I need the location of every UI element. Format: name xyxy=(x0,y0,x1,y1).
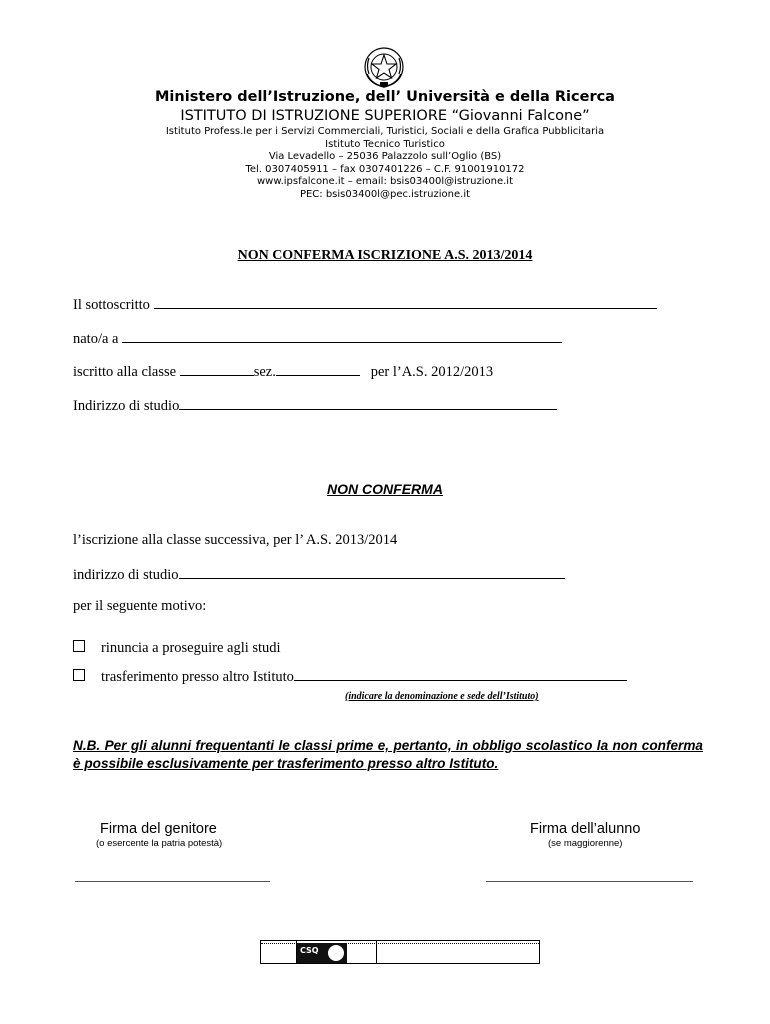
parent-signature-label: Firma del genitore xyxy=(100,821,217,837)
field-classe xyxy=(73,363,493,381)
field-nato xyxy=(73,330,562,348)
indirizzo-successivo-input-line[interactable] xyxy=(179,566,565,579)
field-indirizzo-successivo xyxy=(73,566,565,584)
motivo-text: per il seguente motivo: xyxy=(73,598,207,614)
student-signature-sublabel: (se maggiorenne) xyxy=(548,838,623,849)
ministry-name: Ministero dell’Istruzione, dell’ Università e della Ricerca xyxy=(155,89,615,105)
footer-certification-box xyxy=(260,940,540,964)
header-web-email: www.ipsfalcone.it – email: bsis03400l@istruzione.it xyxy=(256,176,514,187)
parent-signature-line[interactable] xyxy=(75,881,270,882)
field-sottoscritto xyxy=(73,296,657,314)
option-label: trasferimento presso altro Istituto xyxy=(101,669,294,685)
field-label: Indirizzo di studio xyxy=(73,398,180,414)
header-line: Istituto Profess.le per i Servizi Commerciali, Turistici, Sociali e della Grafica Pubblicitaria xyxy=(165,126,605,137)
student-signature-label: Firma dell’alunno xyxy=(530,821,641,837)
header-phone: Tel. 0307405911 – fax 0307401226 – C.F. 91001910172 xyxy=(245,163,525,175)
istituto-input-line[interactable] xyxy=(294,668,627,681)
checkbox-trasferimento[interactable] xyxy=(73,669,85,681)
certification-seal-icon xyxy=(326,943,346,963)
header-line: Istituto Tecnico Turistico xyxy=(325,138,445,150)
option-rinuncia xyxy=(73,640,281,657)
document-title: NON CONFERMA ISCRIZIONE A.S. 2013/2014 xyxy=(237,248,533,263)
footer-divider xyxy=(376,941,377,963)
sottoscritto-input-line[interactable] xyxy=(154,296,657,309)
iscrizione-text: l’iscrizione alla classe successiva, per l’ A.S. 2013/2014 xyxy=(73,532,398,548)
checkbox-rinuncia[interactable] xyxy=(73,640,85,652)
indirizzo-input-line[interactable] xyxy=(179,397,557,410)
field-label: Il sottoscritto xyxy=(73,297,150,313)
nato-input-line[interactable] xyxy=(122,330,562,343)
option-trasferimento xyxy=(73,668,627,686)
field-label: sez. xyxy=(253,364,276,380)
field-indirizzo xyxy=(73,397,557,415)
field-label: per l’A.S. 2012/2013 xyxy=(370,364,494,380)
header-pec: PEC: bsis03400l@pec.istruzione.it xyxy=(299,188,471,200)
header-address: Via Levadello – 25036 Palazzolo sull’Oglio (BS) xyxy=(268,151,502,162)
italian-republic-emblem-icon xyxy=(361,44,407,90)
student-signature-line[interactable] xyxy=(486,881,693,882)
field-label: indirizzo di studio xyxy=(73,567,179,583)
declaration-heading: NON CONFERMA xyxy=(327,481,443,497)
field-label: nato/a a xyxy=(73,331,119,347)
institute-name: ISTITUTO DI ISTRUZIONE SUPERIORE “Giovanni Falcone” xyxy=(180,108,590,124)
option-label: rinuncia a proseguire agli studi xyxy=(101,640,281,656)
parent-signature-sublabel: (o esercente la patria potestà) xyxy=(96,838,223,849)
sez-input-line[interactable] xyxy=(276,363,360,376)
nota-bene: N.B. Per gli alunni frequentanti le classi prime e, pertanto, in obbligo scolastico la non conferma è possibile esclusivamente per trasferimento presso altro Istituto. xyxy=(73,738,703,771)
option-note: (indicare la denominazione e sede dell’Istituto) xyxy=(345,691,539,702)
classe-input-line[interactable] xyxy=(180,363,254,376)
certification-logo-text: CSQ xyxy=(300,946,319,955)
field-label: iscritto alla classe xyxy=(73,364,177,380)
